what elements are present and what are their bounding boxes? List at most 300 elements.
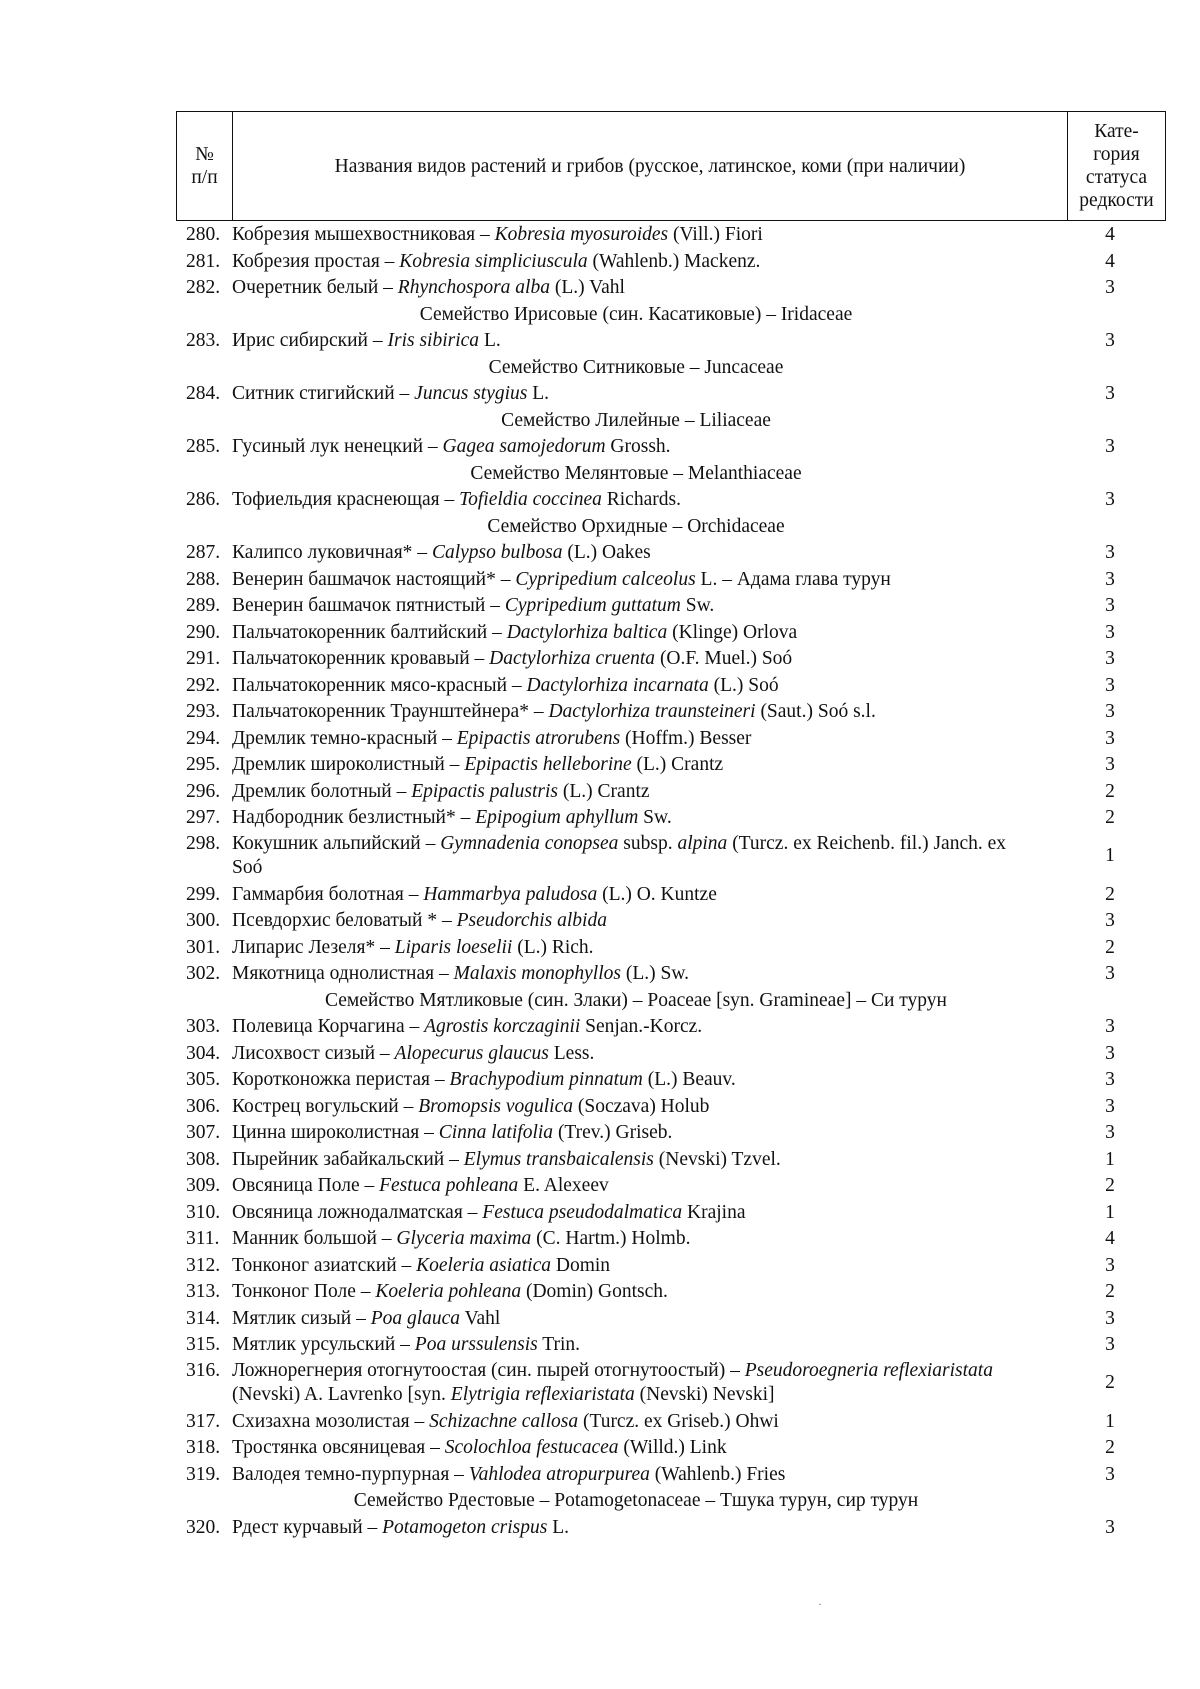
latin-name: Malaxis monophyllos	[453, 963, 621, 984]
latin-name: Juncus stygius	[414, 383, 528, 404]
species-row	[186, 1147, 1126, 1174]
family-heading-text: Семейство Рдестовые – Potamogetonaceae – Тшука турун, сир турун	[353, 1490, 919, 1511]
latin-name: Festuca pohleana	[379, 1175, 519, 1196]
table-header	[176, 111, 1166, 221]
rarity-category: 2	[1105, 1281, 1115, 1302]
species-row	[186, 1359, 1126, 1409]
species-number: 305.	[186, 1069, 221, 1090]
species-row	[186, 726, 1126, 753]
russian-name: Гусиный лук ненецкий –	[232, 436, 443, 457]
russian-name: Пальчатокоренник Траунштейнера* –	[232, 701, 549, 722]
species-number: 285.	[186, 436, 221, 457]
species-number: 300.	[186, 910, 221, 931]
author-citation: (Nevski) Tzvel.	[653, 1148, 781, 1170]
rarity-category: 1	[1105, 1148, 1115, 1170]
species-number: 316.	[186, 1359, 221, 1381]
rarity-category: 3	[1105, 1095, 1115, 1117]
russian-name: Тонконог азиатский –	[232, 1254, 417, 1276]
species-number: 281.	[186, 250, 221, 272]
author-citation: subsp.	[618, 832, 678, 854]
species-number: 306.	[186, 1095, 221, 1117]
author-citation: (Willd.) Link	[618, 1437, 727, 1458]
rarity-category: 3	[1105, 1463, 1115, 1485]
species-name	[232, 805, 1032, 832]
russian-name: Кострец вогульский –	[232, 1095, 419, 1117]
species-name	[232, 487, 1032, 514]
species-row	[186, 1120, 1126, 1147]
russian-name: Липарис Лезеля* –	[232, 936, 395, 958]
latin-name: Koeleria pohleana	[375, 1281, 522, 1302]
family-heading	[186, 355, 1126, 382]
species-row	[186, 752, 1126, 779]
rarity-category: 3	[1105, 436, 1115, 457]
species-number: 295.	[186, 754, 221, 775]
species-name	[232, 1435, 1032, 1462]
author-citation: (Saut.) Soó s.l.	[755, 701, 876, 722]
species-row	[186, 434, 1126, 461]
species-name	[232, 381, 1032, 408]
author-citation: (O.F. Muel.) Soó	[655, 648, 793, 669]
rarity-category: 3	[1105, 1516, 1115, 1538]
species-row	[186, 805, 1126, 832]
russian-name: Кокушник альпийский –	[232, 832, 441, 854]
species-row	[186, 1041, 1126, 1068]
rarity-category: 3	[1105, 595, 1115, 616]
latin-name-secondary: alpina	[677, 832, 728, 854]
russian-name: Кобрезия простая –	[232, 250, 400, 272]
latin-name: Kobresia simpliciuscula	[399, 250, 588, 272]
species-number: 312.	[186, 1254, 221, 1276]
species-name	[232, 1120, 1032, 1147]
rarity-category: 3	[1105, 1016, 1115, 1037]
species-number: 315.	[186, 1334, 221, 1355]
latin-name: Poa urssulensis	[414, 1334, 538, 1355]
author-citation: (L.) Vahl	[549, 277, 625, 298]
russian-name: Дремлик широколистный –	[232, 754, 465, 775]
latin-name: Dactylorhiza cruenta	[489, 648, 656, 669]
rarity-category: 3	[1105, 1307, 1115, 1329]
latin-name: Alopecurus glaucus	[394, 1042, 549, 1064]
latin-name: Hammarbya paludosa	[423, 883, 598, 905]
rarity-category: 3	[1105, 701, 1115, 722]
species-row	[186, 1332, 1126, 1359]
species-name	[232, 275, 1032, 302]
species-number: 307.	[186, 1122, 221, 1143]
species-name	[232, 1041, 1032, 1068]
species-number: 290.	[186, 621, 221, 643]
species-row	[186, 646, 1126, 673]
rarity-category: 1	[1105, 1410, 1115, 1432]
rarity-category: 3	[1105, 1334, 1115, 1355]
author-citation: (Wahlenb.) Mackenz.	[587, 250, 761, 272]
russian-name: Коротконожка перистая –	[232, 1069, 450, 1090]
author-citation: L.	[479, 330, 501, 351]
rarity-category: 3	[1105, 727, 1115, 749]
species-row	[186, 1409, 1126, 1436]
latin-name: Epipactis helleborine	[464, 754, 632, 775]
latin-name: Gymnadenia conopsea	[440, 832, 619, 854]
russian-name: Псевдорхис беловатый * –	[232, 910, 457, 931]
rarity-category: 2	[1105, 883, 1115, 905]
latin-name: Koeleria asiatica	[416, 1254, 552, 1276]
species-row	[186, 882, 1126, 909]
russian-name: Мякотница однолистная –	[232, 963, 454, 984]
latin-name: Tofieldia coccinea	[459, 489, 602, 510]
author-citation: Sw.	[680, 595, 715, 616]
species-name	[232, 832, 1032, 880]
author-citation: (L.) O. Kuntze	[597, 883, 717, 905]
species-number: 319.	[186, 1463, 221, 1485]
species-name	[232, 646, 1032, 673]
latin-name: Calypso bulbosa	[431, 542, 563, 563]
rarity-category: 3	[1105, 674, 1115, 696]
species-row	[186, 249, 1126, 276]
latin-name: Pseudoroegneria reflexiaristata	[744, 1359, 993, 1381]
scan-speck: ·	[818, 1597, 822, 1611]
family-heading	[186, 461, 1126, 488]
author-citation: Grossh.	[605, 436, 671, 457]
species-number: 320.	[186, 1516, 221, 1538]
species-number: 288.	[186, 568, 221, 590]
rarity-category: 3	[1105, 754, 1115, 775]
rarity-category: 3	[1105, 963, 1115, 984]
russian-name: Ложнорегнерия отогнутоостая (син. пырей отогнутоостый) –	[232, 1359, 745, 1381]
species-row	[186, 1014, 1126, 1041]
latin-name: Iris sibirica	[387, 330, 480, 351]
species-number: 301.	[186, 936, 221, 958]
author-citation: Vahl	[460, 1307, 501, 1329]
species-number: 309.	[186, 1175, 221, 1196]
species-name	[232, 1359, 1032, 1407]
species-name	[232, 935, 1032, 962]
latin-name: Vahlodea atropurpurea	[468, 1463, 650, 1485]
family-heading-text: Семейство Мятликовые (син. Злаки) – Poaceae [syn. Gramineae] – Си турун	[325, 989, 947, 1011]
family-heading	[186, 302, 1126, 329]
species-name	[232, 1409, 1032, 1436]
latin-name: Dactylorhiza traunsteineri	[548, 701, 756, 722]
russian-name: Овсяница ложнодалматская –	[232, 1201, 483, 1223]
species-name	[232, 249, 1032, 276]
latin-name: Schizachne callosa	[429, 1410, 579, 1432]
latin-name: Potamogeton crispus	[382, 1516, 548, 1538]
species-row	[186, 699, 1126, 726]
rarity-category: 3	[1105, 621, 1115, 643]
species-name	[232, 961, 1032, 988]
species-row	[186, 1226, 1126, 1253]
species-name	[232, 1515, 1032, 1542]
russian-name: Лисохвост сизый –	[232, 1042, 395, 1064]
author-citation: Richards.	[601, 489, 681, 510]
author-citation: Senjan.-Korcz.	[580, 1016, 703, 1037]
rarity-category: 3	[1105, 910, 1115, 931]
species-number: 282.	[186, 277, 221, 298]
species-row	[186, 222, 1126, 249]
latin-name: Elymus transbaicalensis	[463, 1148, 654, 1170]
species-number: 294.	[186, 727, 221, 749]
species-number: 284.	[186, 383, 221, 404]
latin-name: Epipogium aphyllum	[475, 807, 639, 828]
author-citation: (L.) Soó	[708, 674, 779, 696]
russian-name: Валодея темно-пурпурная –	[232, 1463, 469, 1485]
author-citation: (L.) Rich.	[512, 936, 594, 958]
rarity-category: 2	[1105, 807, 1115, 828]
author-citation: (C. Hartm.) Holmb.	[531, 1228, 691, 1249]
family-heading-text: Семейство Лилейные – Liliaceae	[501, 409, 771, 431]
russian-name: Ситник стигийский –	[232, 383, 415, 404]
family-heading-text: Семейство Ситниковые – Juncaceae	[488, 356, 784, 378]
russian-name: Манник большой –	[232, 1228, 397, 1249]
species-row	[186, 567, 1126, 594]
rarity-category: 3	[1105, 330, 1115, 351]
russian-name: Надбородник безлистный* –	[232, 807, 476, 828]
species-name	[232, 1332, 1032, 1359]
species-row	[186, 1462, 1126, 1489]
russian-name: Дремлик темно-красный –	[232, 727, 457, 749]
russian-name: Венерин башмачок пятнистый –	[232, 595, 505, 616]
russian-name: Мятлик сизый –	[232, 1307, 371, 1329]
rarity-category: 3	[1105, 1254, 1115, 1276]
author-citation: (Vill.) Fiori	[668, 224, 763, 245]
family-heading-text: Семейство Ирисовые (син. Касатиковые) – Iridaceae	[419, 303, 853, 325]
latin-name: Bromopsis vogulica	[418, 1095, 573, 1117]
author-citation-secondary: (Turcz. ex Reichenb. fil.) Janch. ex Soó	[232, 832, 1007, 878]
latin-name: Kobresia myosuroides	[494, 224, 669, 245]
species-number: 317.	[186, 1410, 221, 1432]
author-citation: L.	[547, 1516, 570, 1538]
species-name	[232, 908, 1032, 935]
species-number: 310.	[186, 1201, 221, 1223]
species-number: 286.	[186, 489, 221, 510]
latin-name: Liparis loeselii	[394, 936, 513, 958]
rarity-category: 1	[1105, 1201, 1115, 1223]
author-citation: Domin	[551, 1254, 611, 1276]
header-name-column: Названия видов растений и грибов (русское, латинское, коми (при наличии)	[334, 155, 966, 177]
species-row	[186, 1435, 1126, 1462]
rarity-category: 3	[1105, 1122, 1115, 1143]
species-row	[186, 1173, 1126, 1200]
species-row	[186, 961, 1126, 988]
species-number: 308.	[186, 1148, 221, 1170]
rarity-category: 2	[1105, 1175, 1115, 1196]
family-heading	[186, 408, 1126, 435]
rarity-category: 2	[1105, 1371, 1115, 1393]
latin-name: Glyceria maxima	[396, 1228, 532, 1249]
family-heading	[186, 514, 1126, 541]
russian-name: Ирис сибирский –	[232, 330, 388, 351]
author-citation: (Trev.) Griseb.	[553, 1122, 673, 1143]
species-number: 314.	[186, 1307, 221, 1329]
author-citation-secondary: (Nevski) Nevski]	[634, 1383, 775, 1405]
russian-name: Полевица Корчагина –	[232, 1016, 425, 1037]
russian-name: Пырейник забайкальский –	[232, 1148, 464, 1170]
latin-name: Epipactis palustris	[411, 780, 559, 802]
russian-name: Пальчатокоренник кровавый –	[232, 648, 490, 669]
species-name	[232, 1200, 1032, 1227]
species-row	[186, 1306, 1126, 1333]
header-category-column: Кате- гория статуса редкости	[1067, 112, 1165, 220]
species-number: 311.	[186, 1228, 220, 1249]
species-row	[186, 620, 1126, 647]
species-row	[186, 487, 1126, 514]
species-row	[186, 540, 1126, 567]
species-number: 304.	[186, 1042, 221, 1064]
species-name	[232, 1094, 1032, 1121]
rarity-category: 2	[1105, 936, 1115, 958]
species-row	[186, 908, 1126, 935]
latin-name: Agrostis korczaginii	[424, 1016, 581, 1037]
species-number: 287.	[186, 542, 221, 563]
species-row	[186, 1067, 1126, 1094]
russian-name: Тонконог Поле –	[232, 1281, 376, 1302]
latin-name-secondary: Elytrigia reflexiaristata	[450, 1383, 635, 1405]
rarity-category: 3	[1105, 277, 1115, 298]
rarity-category: 3	[1105, 648, 1115, 669]
rarity-category: 3	[1105, 1042, 1115, 1064]
latin-name: Festuca pseudodalmatica	[482, 1201, 683, 1223]
russian-name: Мятлик урсульский –	[232, 1334, 415, 1355]
species-number: 296.	[186, 780, 221, 802]
rarity-category: 3	[1105, 383, 1115, 404]
species-number: 318.	[186, 1437, 221, 1458]
russian-name: Калипсо луковичная* –	[232, 542, 432, 563]
species-name	[232, 567, 1032, 594]
species-number: 291.	[186, 648, 221, 669]
family-heading	[186, 988, 1126, 1015]
species-row	[186, 593, 1126, 620]
latin-name: Dactylorhiza baltica	[506, 621, 668, 643]
author-citation: L. – Адама глава турун	[695, 568, 891, 590]
russian-name: Тофиельдия краснеющая –	[232, 489, 460, 510]
rarity-category: 3	[1105, 1069, 1115, 1090]
species-number: 280.	[186, 224, 221, 245]
author-citation: (Nevski) A. Lavrenko [syn.	[232, 1383, 451, 1405]
russian-name: Пальчатокоренник мясо-красный –	[232, 674, 527, 696]
species-row	[186, 1279, 1126, 1306]
species-name	[232, 1253, 1032, 1280]
species-name	[232, 779, 1032, 806]
rarity-category: 4	[1105, 250, 1115, 272]
species-name	[232, 752, 1032, 779]
russian-name: Кобрезия мышехвостниковая –	[232, 224, 495, 245]
species-row	[186, 1253, 1126, 1280]
rarity-category: 3	[1105, 542, 1115, 563]
latin-name: Scolochloa festucacea	[444, 1437, 619, 1458]
species-name	[232, 1226, 1032, 1253]
species-number: 297.	[186, 807, 221, 828]
author-citation: (Domin) Gontsch.	[521, 1281, 668, 1302]
russian-name: Пальчатокоренник балтийский –	[232, 621, 507, 643]
latin-name: Epipactis atrorubens	[456, 727, 621, 749]
species-number: 292.	[186, 674, 221, 696]
author-citation: Sw.	[638, 807, 672, 828]
author-citation: L.	[527, 383, 550, 404]
russian-name: Овсяница Поле –	[232, 1175, 380, 1196]
latin-name: Pseudorchis albida	[456, 910, 607, 931]
latin-name: Brachypodium pinnatum	[449, 1069, 643, 1090]
species-name	[232, 699, 1032, 726]
species-row	[186, 1515, 1126, 1542]
species-name	[232, 1014, 1032, 1041]
species-name	[232, 1147, 1032, 1174]
author-citation: (Wahlenb.) Fries	[649, 1463, 786, 1485]
russian-name: Гаммарбия болотная –	[232, 883, 424, 905]
species-row	[186, 381, 1126, 408]
species-name	[232, 726, 1032, 753]
author-citation: (L.) Crantz	[558, 780, 650, 802]
rarity-category: 3	[1105, 489, 1115, 510]
species-name	[232, 1279, 1032, 1306]
species-name	[232, 434, 1032, 461]
rarity-category: 4	[1105, 1228, 1115, 1249]
species-row	[186, 1200, 1126, 1227]
latin-name: Rhynchospora alba	[397, 277, 550, 298]
species-name	[232, 593, 1032, 620]
author-citation: Trin.	[537, 1334, 581, 1355]
russian-name: Цинна широколистная –	[232, 1122, 439, 1143]
species-number: 289.	[186, 595, 221, 616]
rarity-category: 2	[1105, 1437, 1115, 1458]
species-number: 302.	[186, 963, 221, 984]
species-number: 298.	[186, 832, 221, 854]
species-number: 299.	[186, 883, 221, 905]
rarity-category: 3	[1105, 568, 1115, 590]
species-list	[186, 222, 1126, 1541]
species-number: 313.	[186, 1281, 221, 1302]
latin-name: Poa glauca	[370, 1307, 461, 1329]
species-name	[232, 1306, 1032, 1333]
rarity-category: 2	[1105, 780, 1115, 802]
russian-name: Тростянка овсяницевая –	[232, 1437, 445, 1458]
russian-name: Дремлик болотный –	[232, 780, 412, 802]
latin-name: Cinna latifolia	[438, 1122, 554, 1143]
species-row	[186, 832, 1126, 882]
latin-name: Cypripedium calceolus	[515, 568, 696, 590]
species-number: 303.	[186, 1016, 221, 1037]
author-citation: (Klinge) Orlova	[667, 621, 798, 643]
author-citation: Less.	[548, 1042, 595, 1064]
author-citation: (L.) Sw.	[620, 963, 690, 984]
russian-name: Очеретник белый –	[232, 277, 398, 298]
russian-name: Рдест курчавый –	[232, 1516, 383, 1538]
species-name	[232, 1173, 1032, 1200]
header-number-column: № п/п	[177, 112, 233, 220]
species-name	[232, 222, 1032, 249]
species-row	[186, 935, 1126, 962]
author-citation: (Hoffm.) Besser	[620, 727, 752, 749]
species-name	[232, 673, 1032, 700]
species-name	[232, 1462, 1032, 1489]
species-row	[186, 328, 1126, 355]
species-name	[232, 328, 1032, 355]
species-name	[232, 1067, 1032, 1094]
latin-name: Cypripedium guttatum	[504, 595, 681, 616]
rarity-category: 4	[1105, 224, 1115, 245]
species-row	[186, 275, 1126, 302]
rarity-category: 1	[1105, 844, 1115, 866]
species-row	[186, 673, 1126, 700]
author-citation: (L.) Oakes	[562, 542, 651, 563]
author-citation: E. Alexeev	[518, 1175, 609, 1196]
species-row	[186, 1094, 1126, 1121]
species-name	[232, 620, 1032, 647]
species-name	[232, 882, 1032, 909]
author-citation: (Turcz. ex Griseb.) Ohwi	[578, 1410, 779, 1432]
species-number: 293.	[186, 701, 221, 722]
russian-name: Схизахна мозолистая –	[232, 1410, 430, 1432]
author-citation: Krajina	[682, 1201, 746, 1223]
author-citation: (L.) Beauv.	[642, 1069, 736, 1090]
family-heading	[186, 1488, 1126, 1515]
